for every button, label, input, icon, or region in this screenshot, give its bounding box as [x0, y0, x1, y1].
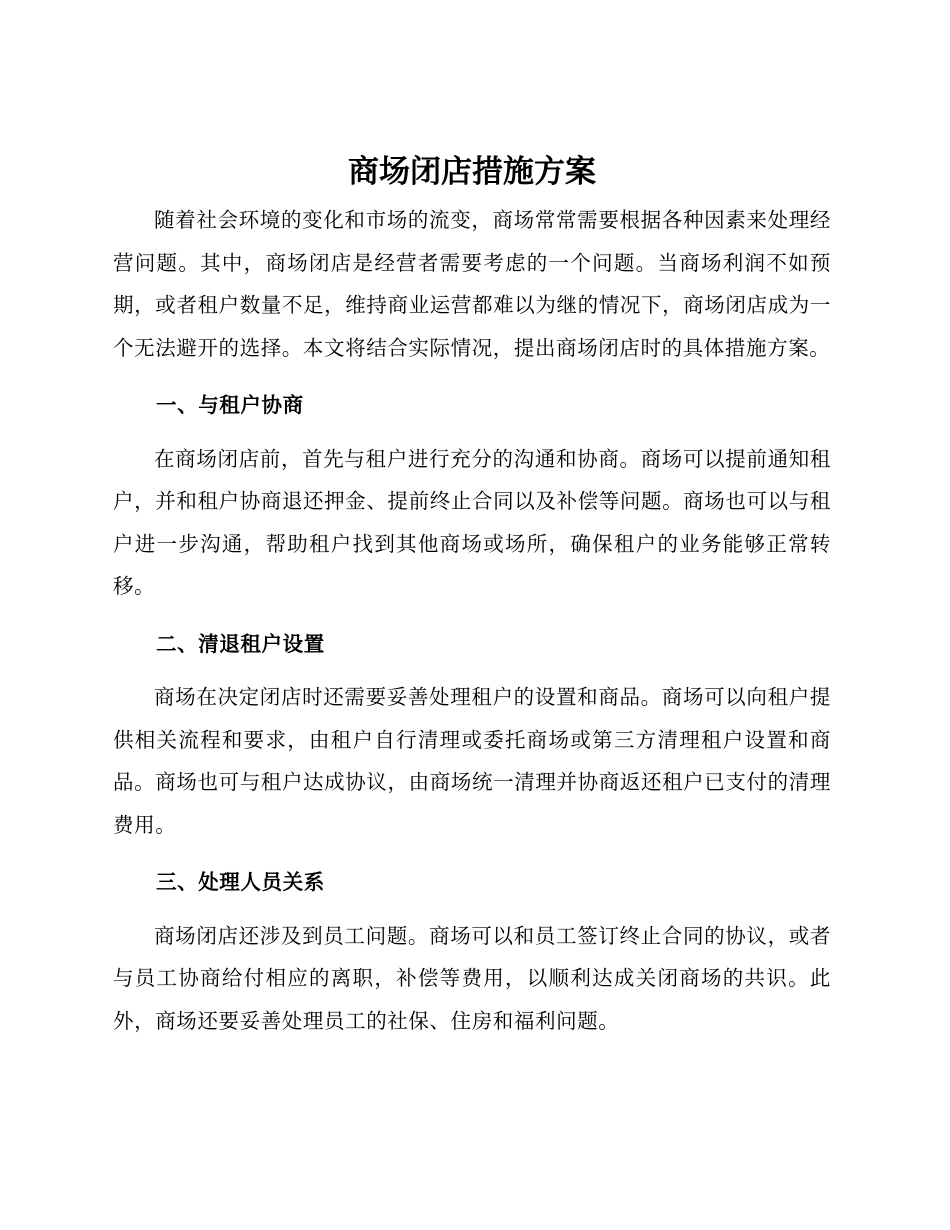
section-body-2: 商场在决定闭店时还需要妥善处理租户的设置和商品。商场可以向租户提供相关流程和要求，由租户自行清理或委托商场或第三方清理租户设置和商品。商场也可与租户达成协议，由商场统一清理并协商返还租户已支付的清理费用。	[113, 685, 831, 837]
section-heading-3: 三、处理人员关系	[156, 870, 325, 894]
document-body	[113, 145, 831, 1042]
spacer	[113, 608, 831, 623]
spacer	[113, 369, 831, 384]
spacer	[113, 665, 831, 676]
spacer	[113, 427, 831, 438]
section-body-3: 商场闭店还涉及到员工问题。商场可以和员工签订终止合同的协议，或者与员工协商给付相应的离职，补偿等费用，以顺利达成关闭商场的共识。此外，商场还要妥善处理员工的社保、住房和福利问题。	[113, 923, 831, 1033]
section-heading-1: 一、与租户协商	[156, 393, 304, 417]
section-body-1: 在商场闭店前，首先与租户进行充分的沟通和协商。商场可以提前通知租户，并和租户协商退还押金、提前终止合同以及补偿等问题。商场也可以与租户进一步沟通，帮助租户找到其他商场或场所，确保租户的业务能够正常转移。	[113, 446, 831, 598]
spacer	[113, 904, 831, 915]
spacer	[113, 846, 831, 861]
document-title: 商场闭店措施方案	[348, 154, 596, 190]
section-heading-2: 二、清退租户设置	[156, 631, 325, 656]
intro-paragraph: 随着社会环境的变化和市场的流变，商场常常需要根据各种因素来处理经营问题。其中，商场闭店是经营者需要考虑的一个问题。当商场利润不如预期，或者租户数量不足，维持商业运营都难以为继的情况下，商场闭店成为一个无法避开的选择。本文将结合实际情况，提出商场闭店时的具体措施方案。	[113, 208, 831, 360]
